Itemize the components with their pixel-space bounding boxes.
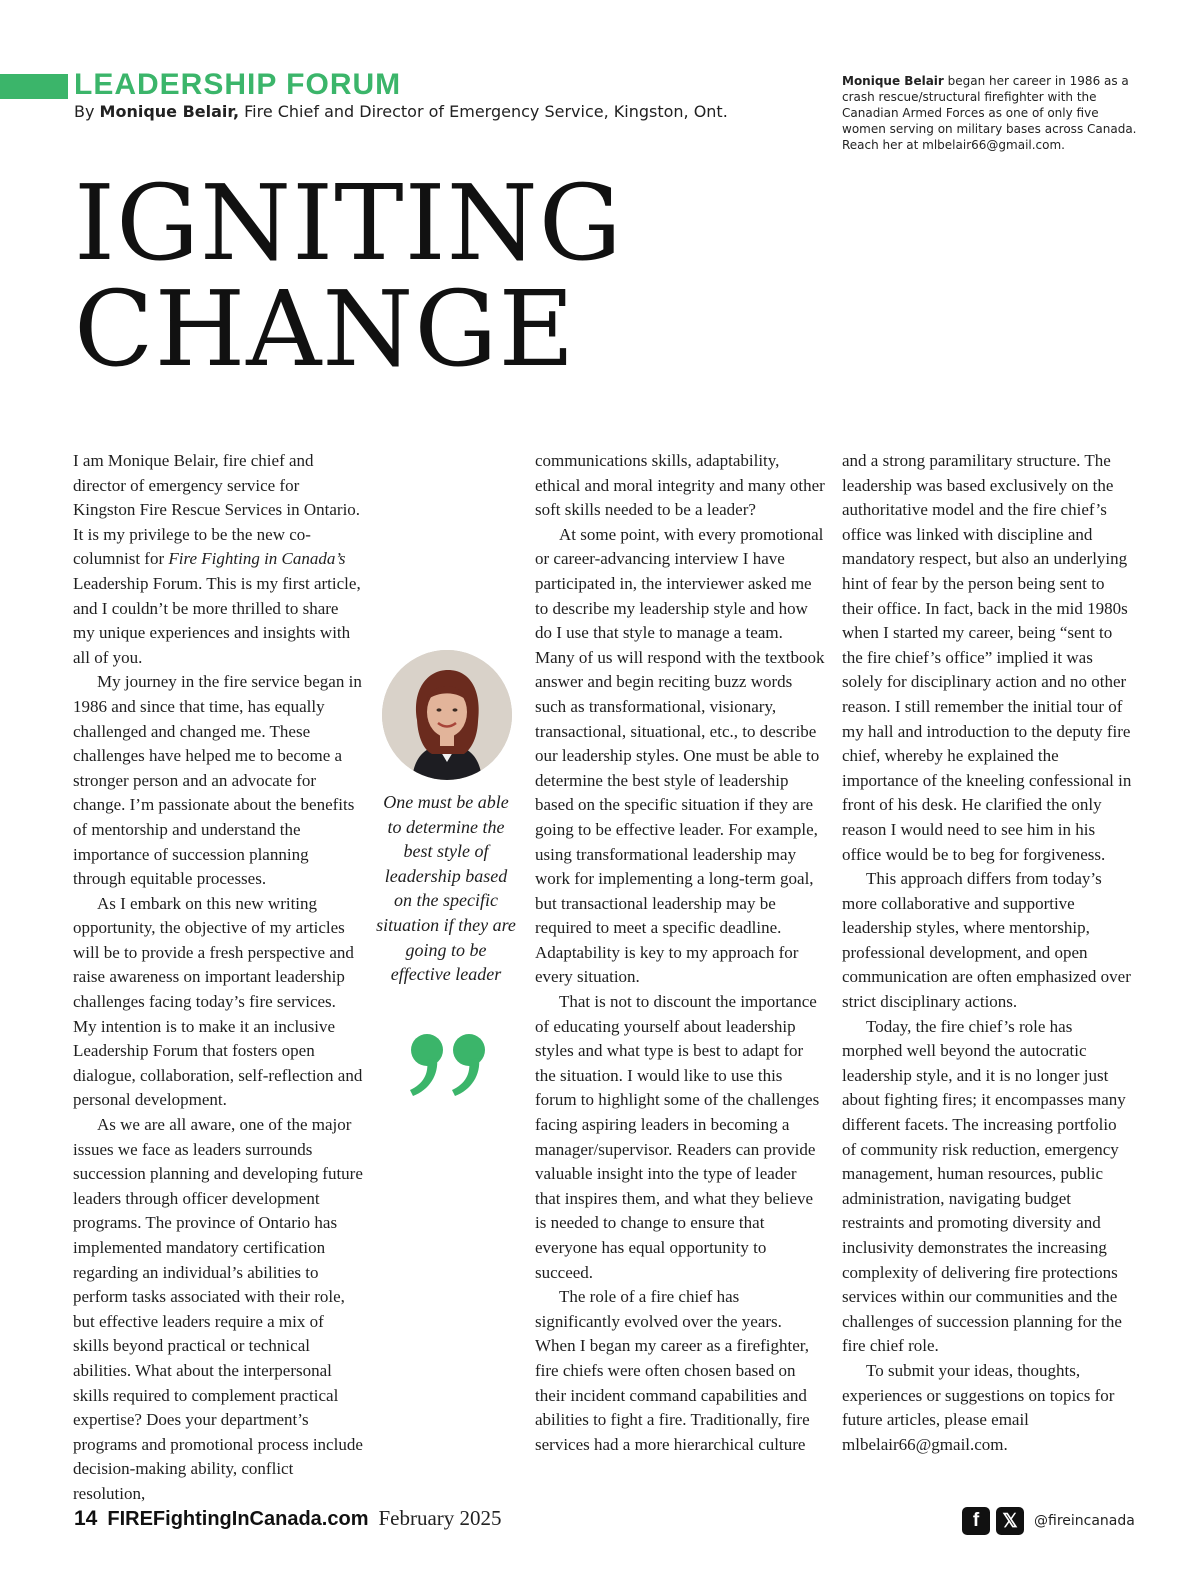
closing-quote-icon <box>407 1030 493 1100</box>
author-bio <box>842 73 1142 153</box>
byline-role: Fire Chief and Director of Emergency Service, Kingston, Ont. <box>239 102 728 121</box>
website-link[interactable]: FIREFightingInCanada.com <box>107 1508 369 1530</box>
paragraph-9: and a strong paramilitary structure. The leadership was based exclusively on the authoritative model and the fire chief’s office was linked with discipline and mandatory respect, but also an underlying hint of fear by the person being sent to their office. In fact, back in the mid 1980s when I started my career, being “sent to the fire chief’s office” implied it was solely for disciplinary action and no other reason. I still remember the initial tour of my hall and introduction to the deputy fire chief, whereby he explained the importance of the kneeling confessional in front of his desk. He clarified the only reason I would need to see him in his office would be to beg for forgiveness. <box>842 451 1132 864</box>
bio-text: began her career in 1986 as a crash rescue/structural firefighter with the Canadian Armed Forces as one of only five women serving on military bases across Canada. Reach her at mlbelair66@gmail.com. <box>842 74 1137 152</box>
page-number: 14 <box>74 1507 98 1530</box>
page-footer <box>74 1506 502 1531</box>
paragraph-5: communications skills, adaptability, ethical and moral integrity and many other soft skills needed to be a leader? <box>535 451 825 520</box>
byline-author: Monique Belair, <box>99 102 240 121</box>
paragraph-11: Today, the fire chief’s role has morphed well beyond the autocratic leadership style, and it is no longer just about fighting fires; it encompasses many different facets. The increasing portfolio of community risk reduction, emergency management, human resources, public administration, navigating budget restraints and promoting diversity and inclusivity demonstrates the increasing complexity of delivering fire protections services within our communities and the challenges of succession planning for the fire chief role. <box>842 1016 1126 1356</box>
paragraph-6: At some point, with every promotional or career-advancing interview I have participated in, the interviewer asked me to describe my leadership style and how do I use that style to manage a team. Many of us will respond with the textbook answer and begin reciting buzz words such as transformational, visionary, transactional, situational, etc., to describe our leadership styles. One must be able to determine the best style of leadership based on the specific situation if they are going to be effective leader. For example, using transformational leadership may work for implementing a long-term goal, but transactional leadership may be required to meet a specific deadline. Adaptability is key to my approach for every situation. <box>535 524 825 987</box>
author-photo <box>382 650 512 780</box>
paragraph-12: To submit your ideas, thoughts, experiences or suggestions on topics for future articles, please email mlbelair66@gmail.com. <box>842 1360 1115 1454</box>
section-label: LEADERSHIP FORUM <box>74 68 402 101</box>
social-handle[interactable]: @fireincanada <box>1034 1513 1135 1529</box>
paragraph-10: This approach differs from today’s more collaborative and supportive leadership styles, where mentorship, professional development, and open communication are often emphasized over strict disciplinary actions. <box>842 869 1131 1012</box>
x-icon[interactable]: 𝕏 <box>996 1507 1024 1535</box>
article-column-1 <box>73 449 363 1507</box>
paragraph-3: As I embark on this new writing opportunity, the objective of my articles will be to provide a fresh perspective and raise awareness on important leadership challenges facing today’s fire services. My intention is to make it an inclusive Leadership Forum that fosters open dialogue, collaboration, self-reflection and personal development. <box>73 893 363 1110</box>
paragraph-1-text-a: I am Monique Belair, fire chief and director of emergency service for Kingston Fire Rescue Services in Ontario. It is my privilege to be the new co-columnist for <box>73 451 361 569</box>
headline-line-2: CHANGE <box>74 268 576 390</box>
paragraph-2: My journey in the fire service began in 1986 and since that time, has equally challenged and changed me. These challenges have helped me to become a stronger person and an advocate for change. I’m passionate about the benefits of mentorship and understand the importance of succession planning through equitable processes. <box>73 672 362 889</box>
byline-prefix: By <box>74 102 100 121</box>
headline-line-1: IGNITING <box>74 162 623 284</box>
section-accent-bar <box>0 74 68 99</box>
author-portrait-illustration <box>382 650 512 780</box>
paragraph-7: That is not to discount the importance of educating yourself about leadership styles and what type is best to adapt for the situation. I would like to use this forum to highlight some of the challenges facing aspiring leaders in becoming a manager/supervisor. Readers can provide valuable insight into the type of leader that inspires them, and what they believe is needed to change to ensure that everyone has equal opportunity to succeed. <box>535 992 820 1282</box>
paragraph-4: As we are all aware, one of the major issues we face as leaders surrounds succession planning and developing future leaders through officer development programs. The province of Ontario has implemented mandatory certification regarding an individual’s abilities to perform tasks associated with their role, but effective leaders require a mix of skills beyond practical or technical abilities. What about the interpersonal skills required to complement practical expertise? Does your department’s programs and promotional process include decision-making ability, conflict resolution, <box>73 1115 363 1503</box>
publication-name: Fire Fighting in Canada’s <box>168 549 346 569</box>
byline <box>74 102 728 121</box>
article-column-2 <box>535 449 825 1457</box>
issue-date: February 2025 <box>378 1506 502 1530</box>
paragraph-1 <box>73 449 363 670</box>
pull-quote: One must be able to determine the best style of leadership based on the specific situation if they are going to be effective leader <box>376 792 516 985</box>
headline <box>74 162 623 390</box>
facebook-icon[interactable]: f <box>962 1507 990 1535</box>
bio-name: Monique Belair <box>842 74 944 88</box>
social-links <box>962 1507 1135 1535</box>
article-column-3 <box>842 449 1132 1457</box>
paragraph-8: The role of a fire chief has significantly evolved over the years. When I began my career as a firefighter, fire chiefs were often chosen based on their incident command capabilities and abilities to fight a fire. Traditionally, fire services had a more hierarchical culture <box>535 1287 810 1454</box>
paragraph-1-text-b: Leadership Forum. This is my first article, and I couldn’t be more thrilled to share my unique experiences and insights with all of you. <box>73 573 361 667</box>
